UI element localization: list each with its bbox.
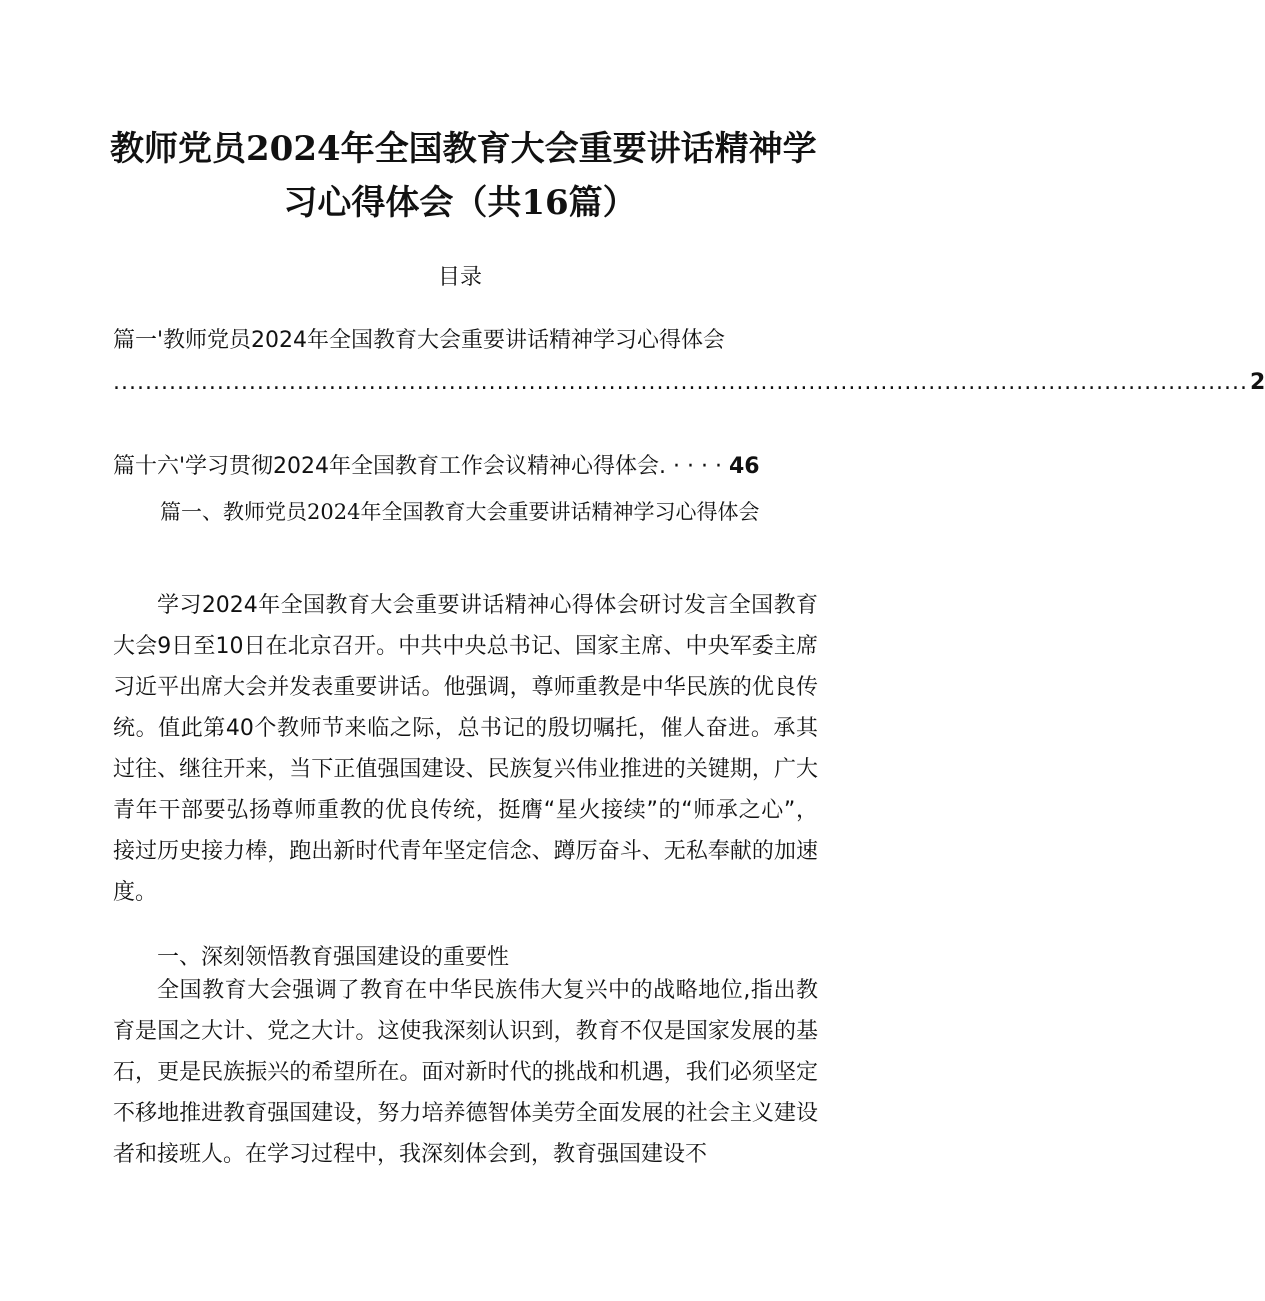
toc-heading: 目录 [437, 265, 482, 290]
title-line-1: 教师党员2024年全国教育大会重要讲话精神学 [110, 129, 817, 169]
toc-entry-1-leader-row [113, 366, 1265, 400]
toc-entry-1-leader: .............................................................................................................................................. [113, 370, 1249, 395]
body-paragraph-1: 学习2024年全国教育大会重要讲话精神心得体会研讨发言全国教育大会9日至10日在北京召开。中共中央总书记、国家主席、中央军委主席习近平出席大会并发表重要讲话。他强调，尊师重教是中华民族的优良传统。值此第40个教师节来临之际，总书记的殷切嘱托，催人奋进。承其过往、继往开来，当下正值强国建设、民族复兴伟业推进的关键期，广大青年干部要弘扬尊师重教的优良传统，挺膺“星火接续”的“师承之心”，接过历史接力棒，跑出新时代青年坚定信念、蹲厉奋斗、无私奉献的加速度。 [113, 593, 818, 905]
toc-entry-1-label: 篇一'教师党员2024年全国教育大会重要讲话精神学习心得体会 [113, 328, 726, 353]
toc-entry-16-label: 篇十六'学习贯彻2024年全国教育工作会议精神心得体会. [113, 454, 667, 479]
title-line-2: 习心得体会（共16篇） [283, 183, 637, 223]
toc-entry-1-page: 2 [1250, 370, 1265, 395]
toc-entry-1[interactable] [113, 324, 818, 358]
toc-entry-16-leader: · · · · [666, 454, 729, 479]
toc-entry-16-page: 46 [728, 454, 760, 479]
section-heading: 篇一、教师党员2024年全国教育大会重要讲话精神学习心得体会 [160, 500, 760, 524]
document-title [110, 122, 817, 230]
body-paragraph-2: 全国教育大会强调了教育在中华民族伟大复兴中的战略地位,指出教育是国之大计、党之大计。这使我深刻认识到，教育不仅是国家发展的基石，更是民族振兴的希望所在。面对新时代的挑战和机遇，我们必须坚定不移地推进教育强国建设，努力培养德智体美劳全面发展的社会主义建设者和接班人。在学习过程中，我深刻体会到，教育强国建设不 [113, 978, 818, 1167]
toc-entry-16[interactable] [113, 450, 818, 484]
subheading-1: 一、深刻领悟教育强国建设的重要性 [157, 945, 510, 970]
